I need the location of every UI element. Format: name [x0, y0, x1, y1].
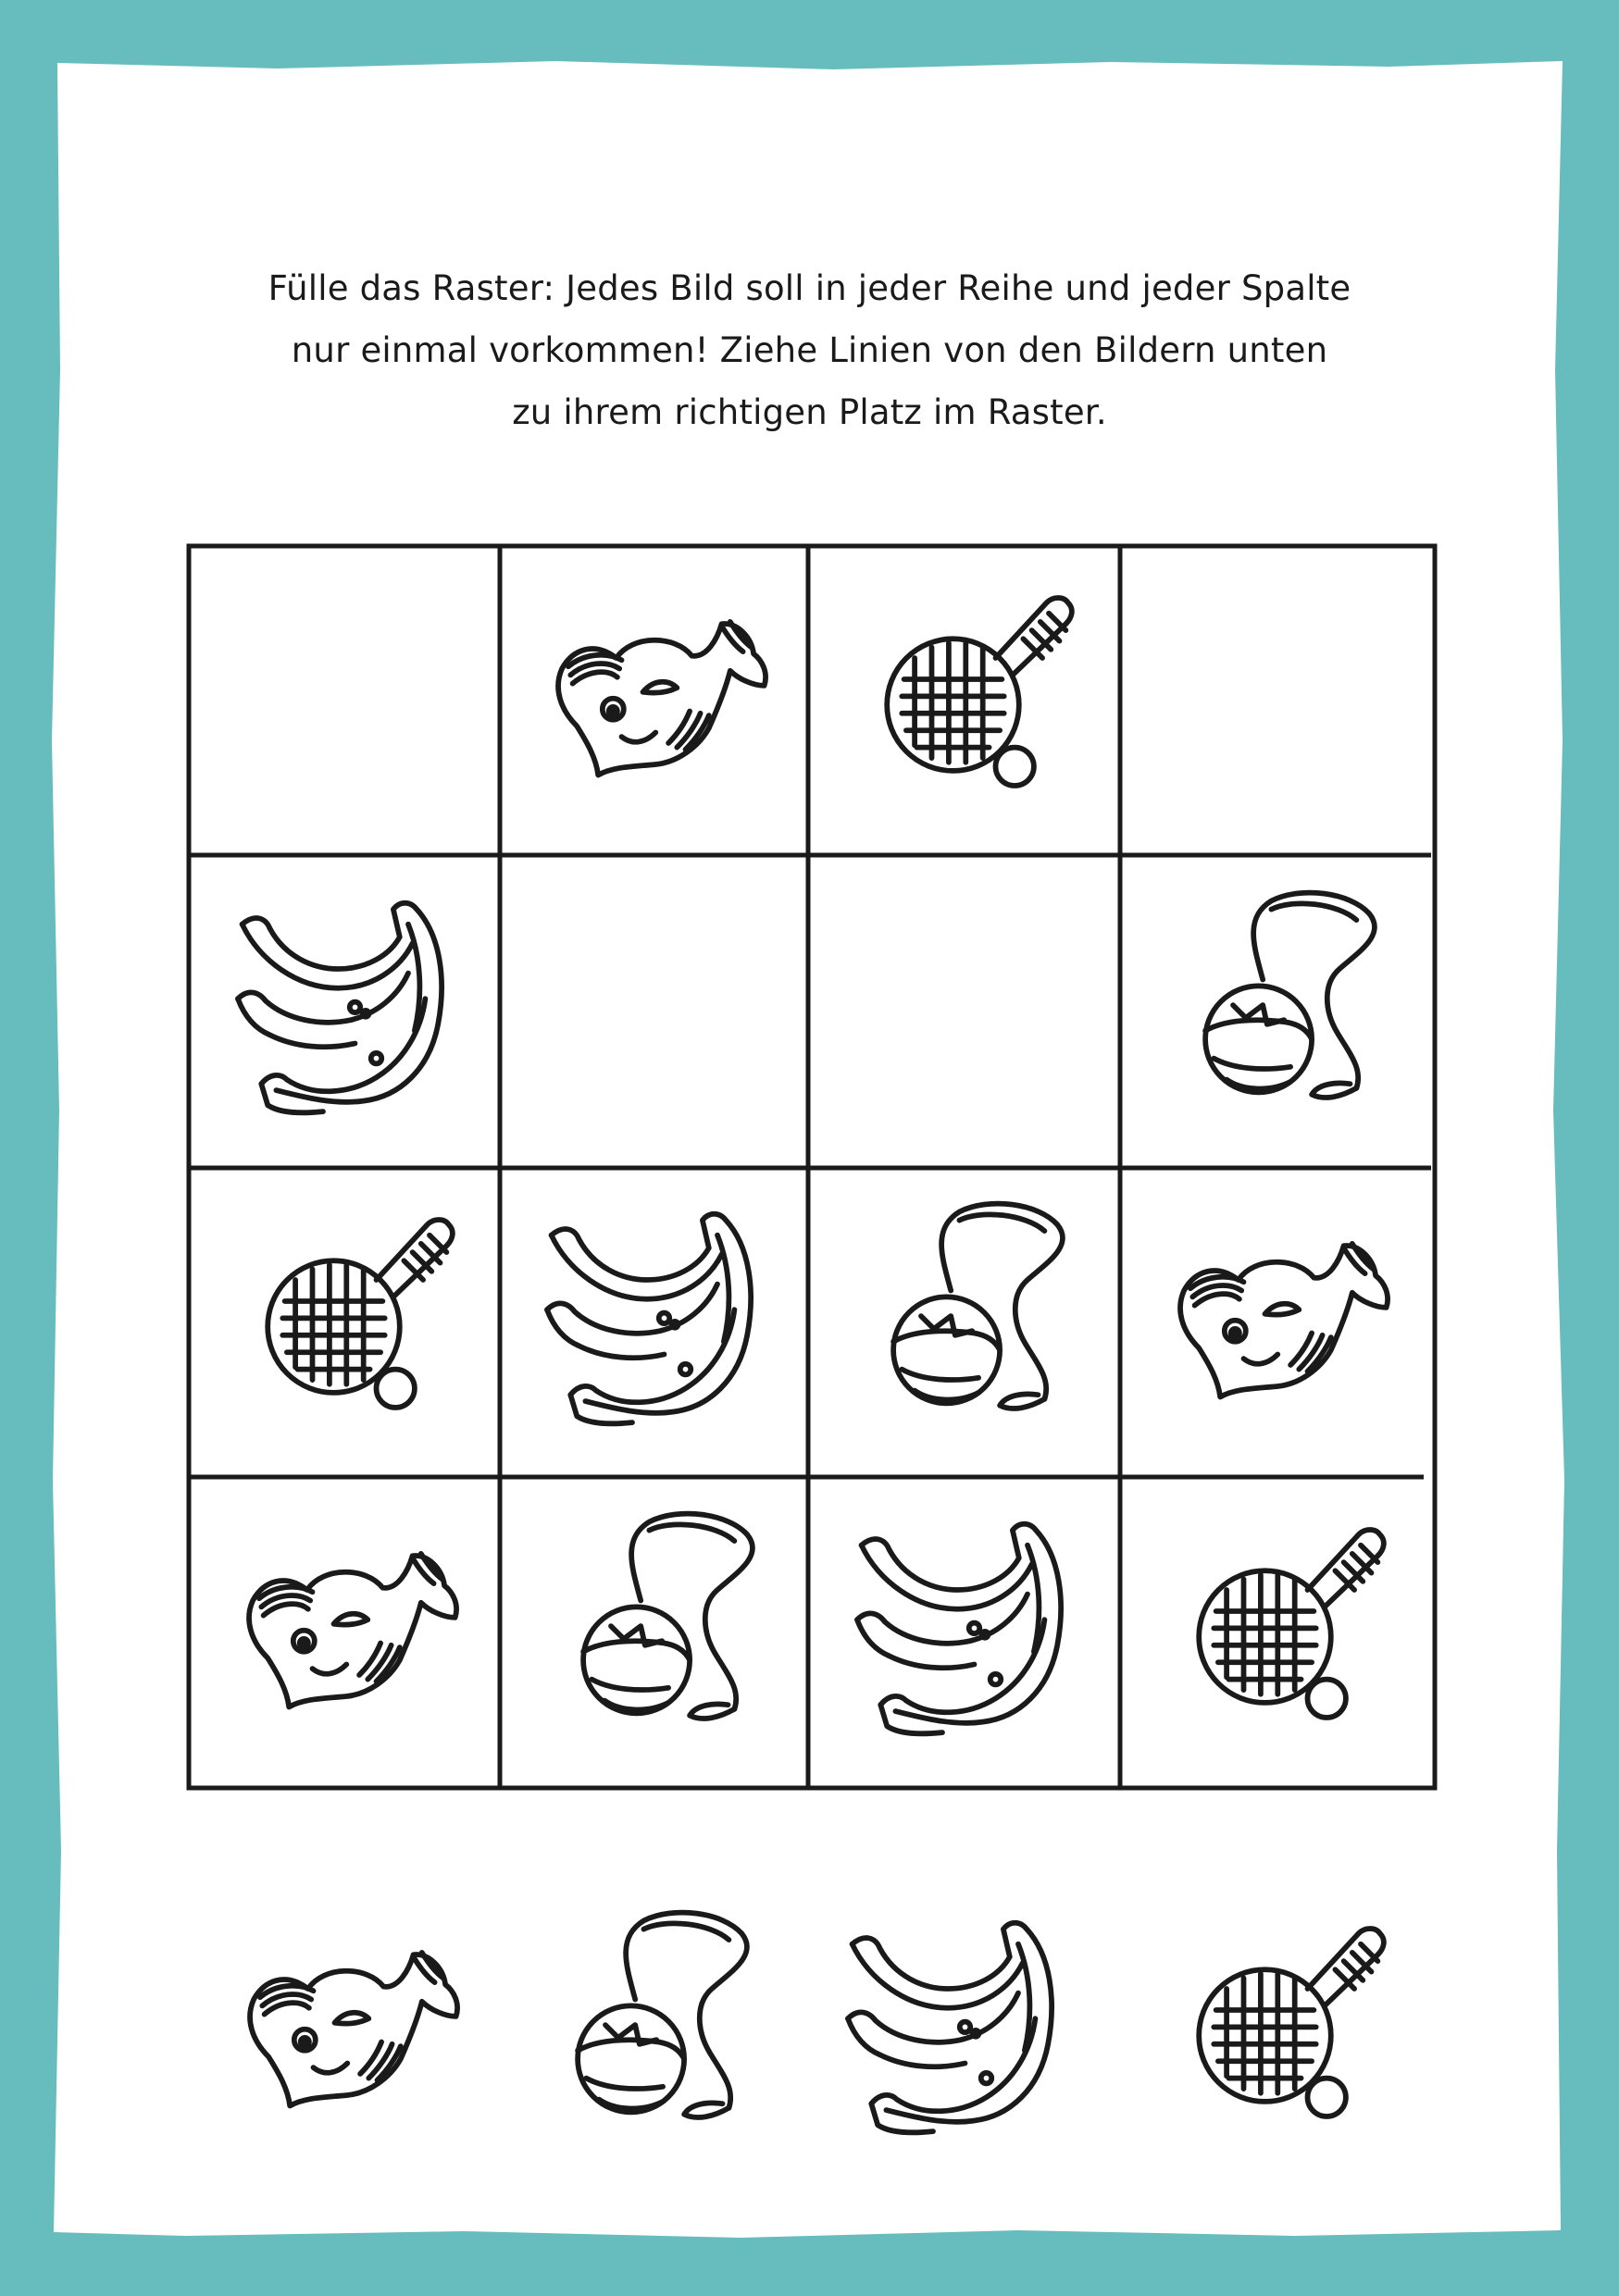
grid-cell	[196, 1484, 492, 1781]
grid-cell	[196, 863, 492, 1160]
instruction-line-1: Fülle das Raster: Jedes Bild soll in jeder Reihe und jeder Spalte	[268, 268, 1351, 308]
grid-cell	[1127, 1174, 1424, 1471]
choice-fish-icon[interactable]	[250, 1953, 457, 2106]
grid-cell[interactable]	[505, 863, 802, 1160]
choice-row	[250, 1913, 1384, 2133]
choice-yoyo-icon[interactable]	[578, 1913, 747, 2117]
choice-bananas-icon[interactable]	[848, 1923, 1052, 2133]
grid-cell	[505, 1174, 802, 1471]
choice-paddle-icon[interactable]	[1199, 1929, 1384, 2116]
grid-cell	[505, 552, 802, 849]
instruction-line-2: nur einmal vorkommen! Ziehe Linien von den Bildern unten	[291, 330, 1328, 370]
grid-cell[interactable]	[816, 863, 1112, 1160]
instruction-line-3: zu ihrem richtigen Platz im Raster.	[512, 392, 1107, 432]
grid-cell[interactable]	[1127, 552, 1424, 849]
grid-cell[interactable]	[196, 552, 492, 849]
grid-cell	[816, 1484, 1112, 1781]
